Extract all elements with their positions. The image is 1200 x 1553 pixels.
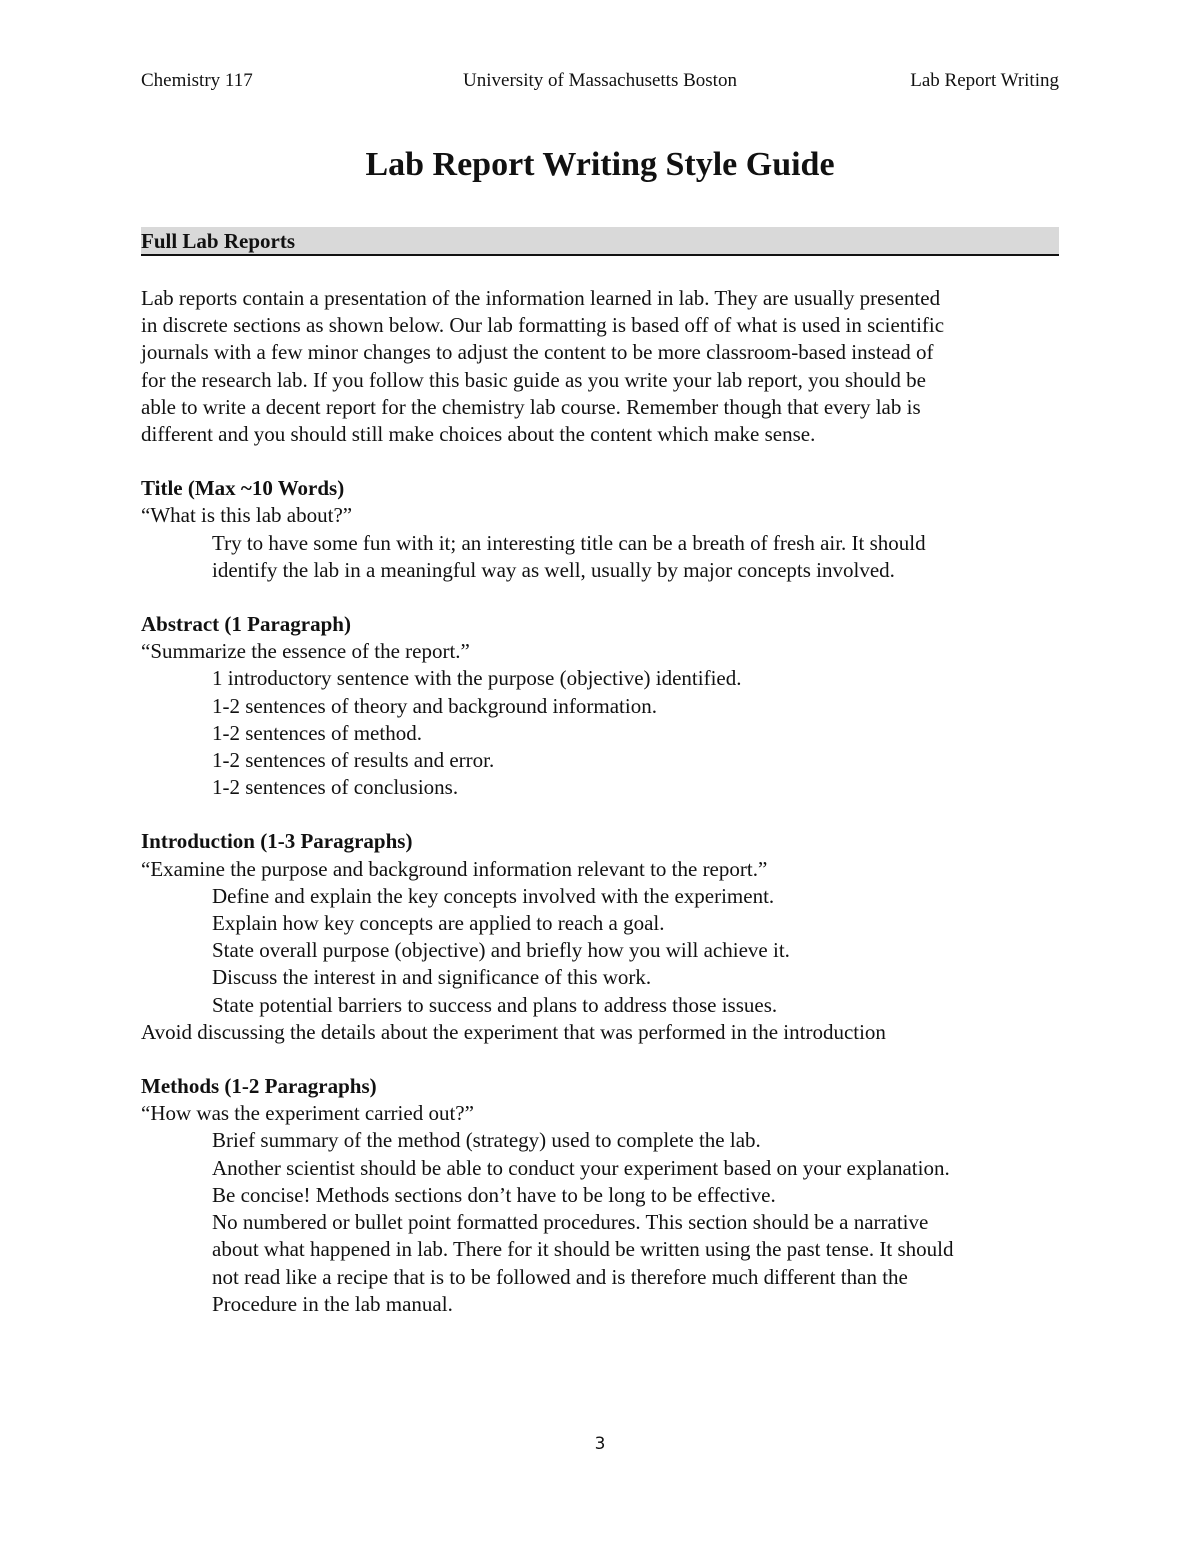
- introduction-item: Explain how key concepts are applied to reach a goal.: [212, 911, 665, 936]
- intro-line: in discrete sections as shown below. Our lab formatting is based off of what is used in scientific: [141, 313, 945, 338]
- header-course: Chemistry 117: [141, 70, 253, 91]
- methods-heading: Methods (1-2 Paragraphs): [141, 1074, 377, 1099]
- abstract-item: 1-2 sentences of theory and background information.: [212, 693, 657, 718]
- methods-item: No numbered or bullet point formatted procedures. This section should be a narrative: [212, 1210, 929, 1235]
- methods-item: about what happened in lab. There for it should be written using the past tense. It should: [212, 1237, 954, 1262]
- introduction-item: Discuss the interest in and significance of this work.: [212, 965, 652, 990]
- introduction-quote: “Examine the purpose and background information relevant to the report.”: [141, 856, 768, 881]
- title-section-heading: Title (Max ~10 Words): [141, 476, 345, 501]
- title-section-quote: “What is this lab about?”: [141, 503, 353, 528]
- document-body: [141, 285, 1059, 1318]
- page-header: [141, 70, 1059, 96]
- intro-line: for the research lab. If you follow this basic guide as you write your lab report, you should be: [141, 367, 926, 392]
- introduction-item: State overall purpose (objective) and briefly how you will achieve it.: [212, 938, 790, 963]
- intro-line: journals with a few minor changes to adjust the content to be more classroom-based instead of: [141, 340, 934, 365]
- methods-item: Be concise! Methods sections don’t have to be long to be effective.: [212, 1182, 776, 1207]
- intro-line: different and you should still make choices about the content which make sense.: [141, 422, 816, 447]
- introduction-note: Avoid discussing the details about the experiment that was performed in the introduction: [141, 1019, 886, 1044]
- introduction-item: Define and explain the key concepts involved with the experiment.: [212, 883, 775, 908]
- abstract-item: 1 introductory sentence with the purpose (objective) identified.: [212, 666, 742, 691]
- introduction-heading: Introduction (1-3 Paragraphs): [141, 829, 413, 854]
- title-section-item: identify the lab in a meaningful way as well, usually by major concepts involved.: [212, 557, 895, 582]
- methods-item: Brief summary of the method (strategy) used to complete the lab.: [212, 1128, 761, 1153]
- abstract-item: 1-2 sentences of method.: [212, 720, 422, 745]
- methods-quote: “How was the experiment carried out?”: [141, 1101, 474, 1126]
- methods-item: Another scientist should be able to conduct your experiment based on your explanation.: [212, 1155, 950, 1180]
- abstract-quote: “Summarize the essence of the report.”: [141, 639, 470, 664]
- abstract-item: 1-2 sentences of conclusions.: [212, 775, 459, 800]
- page-number: 3: [594, 1434, 606, 1454]
- title-section-item: Try to have some fun with it; an interesting title can be a breath of fresh air. It should: [212, 530, 926, 555]
- abstract-heading: Abstract (1 Paragraph): [141, 612, 351, 637]
- header-topic: Lab Report Writing: [910, 70, 1059, 91]
- methods-item: not read like a recipe that is to be followed and is therefore much different than the: [212, 1264, 908, 1289]
- introduction-item: State potential barriers to success and plans to address those issues.: [212, 992, 778, 1017]
- intro-line: Lab reports contain a presentation of the information learned in lab. They are usually presented: [141, 286, 941, 310]
- section-bar-full-lab-reports: Full Lab Reports: [141, 227, 1059, 256]
- methods-item: Procedure in the lab manual.: [212, 1291, 453, 1316]
- abstract-item: 1-2 sentences of results and error.: [212, 748, 495, 773]
- document-title: Lab Report Writing Style Guide: [365, 146, 835, 183]
- intro-line: able to write a decent report for the chemistry lab course. Remember though that every lab is: [141, 394, 921, 419]
- header-university: University of Massachusetts Boston: [463, 70, 737, 91]
